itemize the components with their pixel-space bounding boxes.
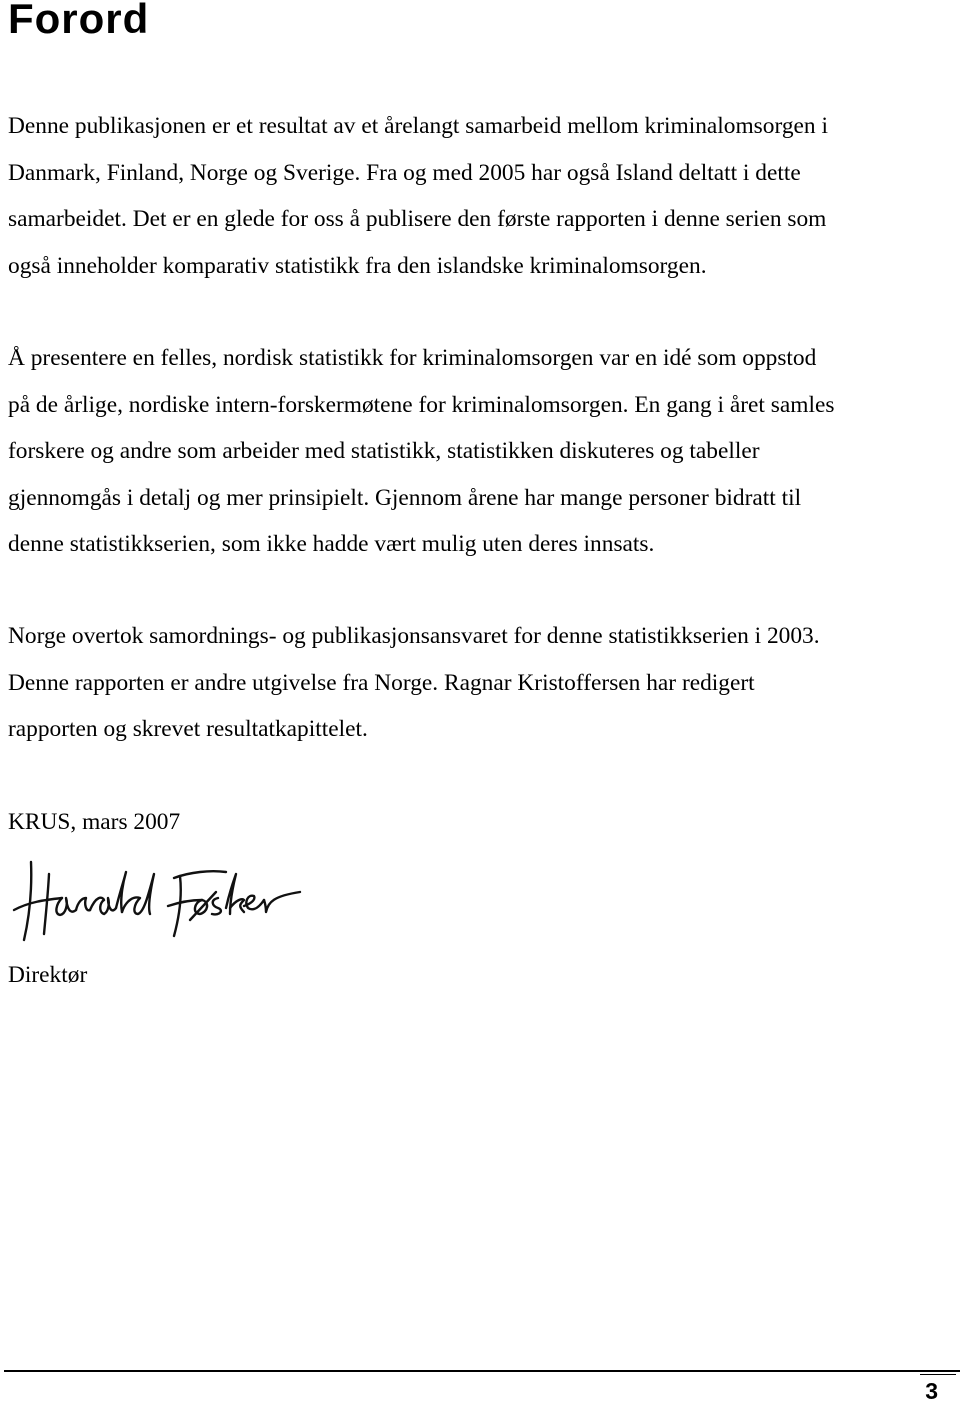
handwritten-signature: [4, 852, 304, 944]
paragraph-line: Denne publikasjonen er et resultat av et årelangt samarbeid mellom kriminalomsorgen i: [8, 113, 828, 139]
paragraph-1: [8, 103, 958, 289]
footer-divider: [4, 1370, 960, 1372]
paragraph-line: Danmark, Finland, Norge og Sverige. Fra og med 2005 har også Island deltatt i dette: [8, 159, 801, 186]
paragraph-line: også inneholder komparativ statistikk fra den islandske kriminalomsorgen.: [8, 252, 707, 279]
place-and-date: KRUS, mars 2007: [8, 809, 181, 835]
paragraph-2: [8, 335, 958, 568]
paragraph-line: gjennomgås i detalj og mer prinsipielt. Gjennom årene har mange personer bidratt til: [8, 484, 802, 511]
paragraph-line: denne statistikkserien, som ikke hadde vært mulig uten deres innsats.: [8, 531, 655, 557]
paragraph-line: forskere og andre som arbeider med statistikk, statistikken diskuteres og tabeller: [8, 438, 760, 464]
paragraph-line: på de årlige, nordiske intern-forskermøtene for kriminalomsorgen. En gang i året samles: [8, 391, 835, 418]
paragraph-line: samarbeidet. Det er en glede for oss å publisere den første rapporten i denne serien som: [8, 206, 827, 232]
paragraph-line: Å presentere en felles, nordisk statistikk for kriminalomsorgen var en idé som oppstod: [8, 345, 817, 371]
paragraph-line: Denne rapporten er andre utgivelse fra Norge. Ragnar Kristoffersen har redigert: [8, 669, 755, 696]
paragraph-line: rapporten og skrevet resultatkapittelet.: [8, 716, 368, 742]
page-title: Forord: [8, 0, 150, 42]
page-number: 3: [925, 1378, 938, 1404]
signer-title: Direktør: [8, 962, 88, 988]
paragraph-3: [8, 613, 958, 753]
paragraph-line: Norge overtok samordnings- og publikasjonsansvaret for denne statistikkserien i 2003.: [8, 623, 820, 649]
